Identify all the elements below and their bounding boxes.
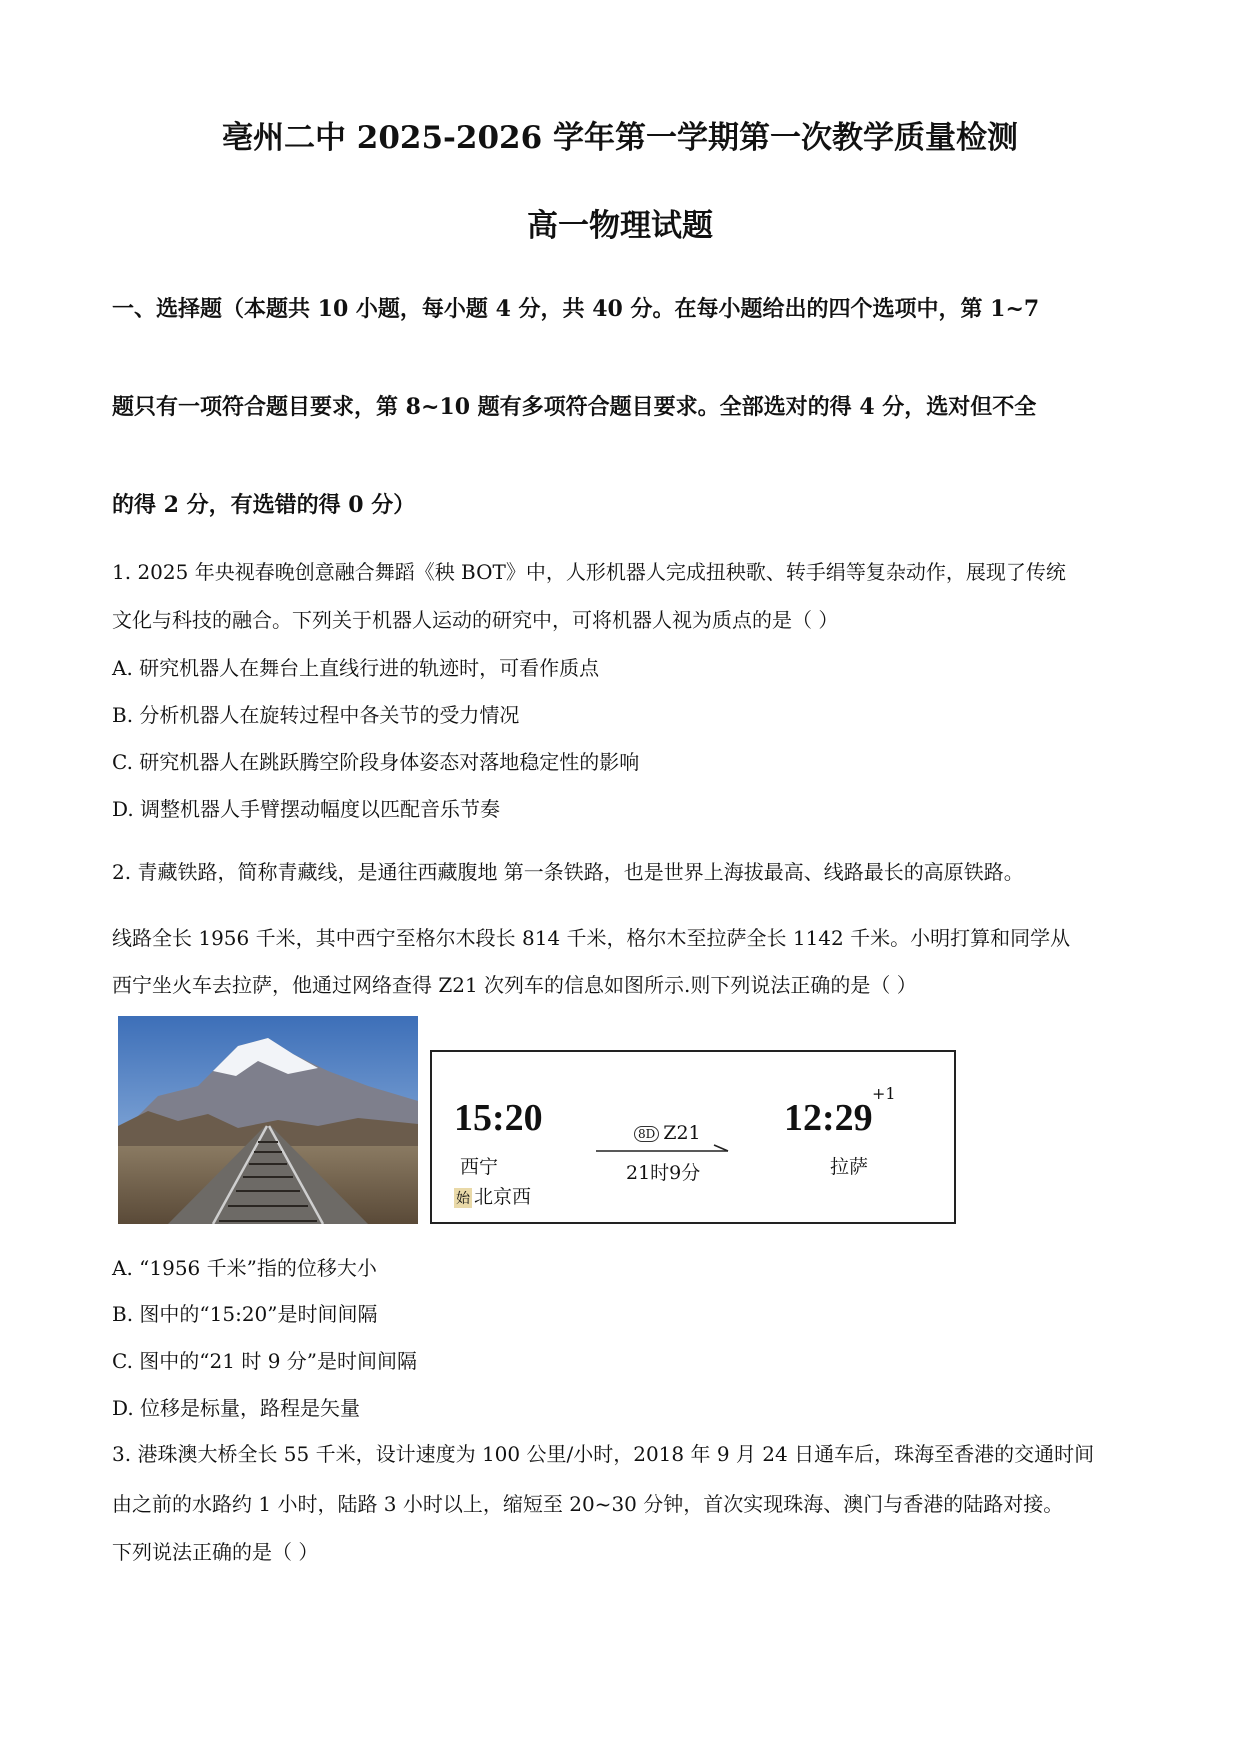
q1-option-d: D. 调整机器人手臂摆动幅度以匹配音乐节奏 xyxy=(112,797,501,821)
day-offset: +1 xyxy=(872,1084,896,1103)
q3-stem-line: 3. 港珠澳大桥全长 55 千米，设计速度为 100 公里/小时，2018 年 9 月 24 日通车后，珠海至香港的交通时间 xyxy=(112,1442,1095,1466)
exam-title: 亳州二中 2025-2026 学年第一学期第一次教学质量检测 xyxy=(221,120,1018,156)
trip-duration: 21时9分 xyxy=(626,1162,701,1184)
q1-stem-line: 1. 2025 年央视春晚创意融合舞蹈《秧 BOT》中，人形机器人完成扭秧歌、转手绢等复杂动作，展现了传统 xyxy=(112,560,1066,584)
q2-option-c: C. 图中的“21 时 9 分”是时间间隔 xyxy=(112,1349,417,1373)
direction-arrow-icon xyxy=(596,1144,732,1158)
arrive-station: 拉萨 xyxy=(830,1156,869,1178)
railway-photo xyxy=(118,1016,418,1224)
section-instructions-line: 题只有一项符合题目要求，第 8~10 题有多项符合题目要求。全部选对的得 4 分，选对但不全 xyxy=(112,394,1037,420)
depart-station: 西宁 xyxy=(460,1156,499,1178)
q1-option-a: A. 研究机器人在舞台上直线行进的轨迹时，可看作质点 xyxy=(112,656,600,680)
exam-subtitle: 高一物理试题 xyxy=(527,208,713,244)
q2-figure xyxy=(118,1016,968,1226)
train-type-badge: 8D xyxy=(634,1126,659,1142)
q2-option-b: B. 图中的“15:20”是时间间隔 xyxy=(112,1302,378,1326)
section-instructions-line: 一、选择题（本题共 10 小题，每小题 4 分，共 40 分。在每小题给出的四个选项中，第 1~7 xyxy=(112,296,1040,322)
q2-stem-line: 西宁坐火车去拉萨，他通过网络查得 Z21 次列车的信息如图所示.则下列说法正确的是（ ） xyxy=(112,973,917,997)
origin-station-row xyxy=(454,1182,531,1209)
q3-stem-line: 下列说法正确的是（ ） xyxy=(112,1540,319,1564)
train-ticket-info xyxy=(430,1050,956,1224)
origin-station: 北京西 xyxy=(474,1186,532,1208)
q2-stem-line: 线路全长 1956 千米，其中西宁至格尔木段长 814 千米，格尔木至拉萨全长 1142 千米。小明打算和同学从 xyxy=(112,926,1071,950)
railway-photo-illustration xyxy=(118,1016,418,1224)
q2-option-d: D. 位移是标量，路程是矢量 xyxy=(112,1396,361,1420)
section-instructions-line: 的得 2 分，有选错的得 0 分） xyxy=(112,492,416,518)
origin-tag: 始 xyxy=(454,1188,472,1208)
q1-option-c: C. 研究机器人在跳跃腾空阶段身体姿态对落地稳定性的影响 xyxy=(112,750,640,774)
q2-option-a: A. “1956 千米”指的位移大小 xyxy=(112,1256,377,1280)
q1-option-b: B. 分析机器人在旋转过程中各关节的受力情况 xyxy=(112,703,520,727)
q1-stem-line: 文化与科技的融合。下列关于机器人运动的研究中，可将机器人视为质点的是（ ） xyxy=(112,608,839,632)
q3-stem-line: 由之前的水路约 1 小时，陆路 3 小时以上，缩短至 20~30 分钟，首次实现珠海、澳门与香港的陆路对接。 xyxy=(112,1492,1064,1516)
train-number-row xyxy=(634,1122,701,1144)
arrive-time: 12:29 xyxy=(784,1097,873,1139)
q2-stem-line: 2. 青藏铁路，简称青藏线，是通往西藏腹地 第一条铁路，也是世界上海拔最高、线路最长的高原铁路。 xyxy=(112,860,1024,884)
train-number: Z21 xyxy=(663,1122,701,1144)
depart-time: 15:20 xyxy=(454,1097,543,1139)
